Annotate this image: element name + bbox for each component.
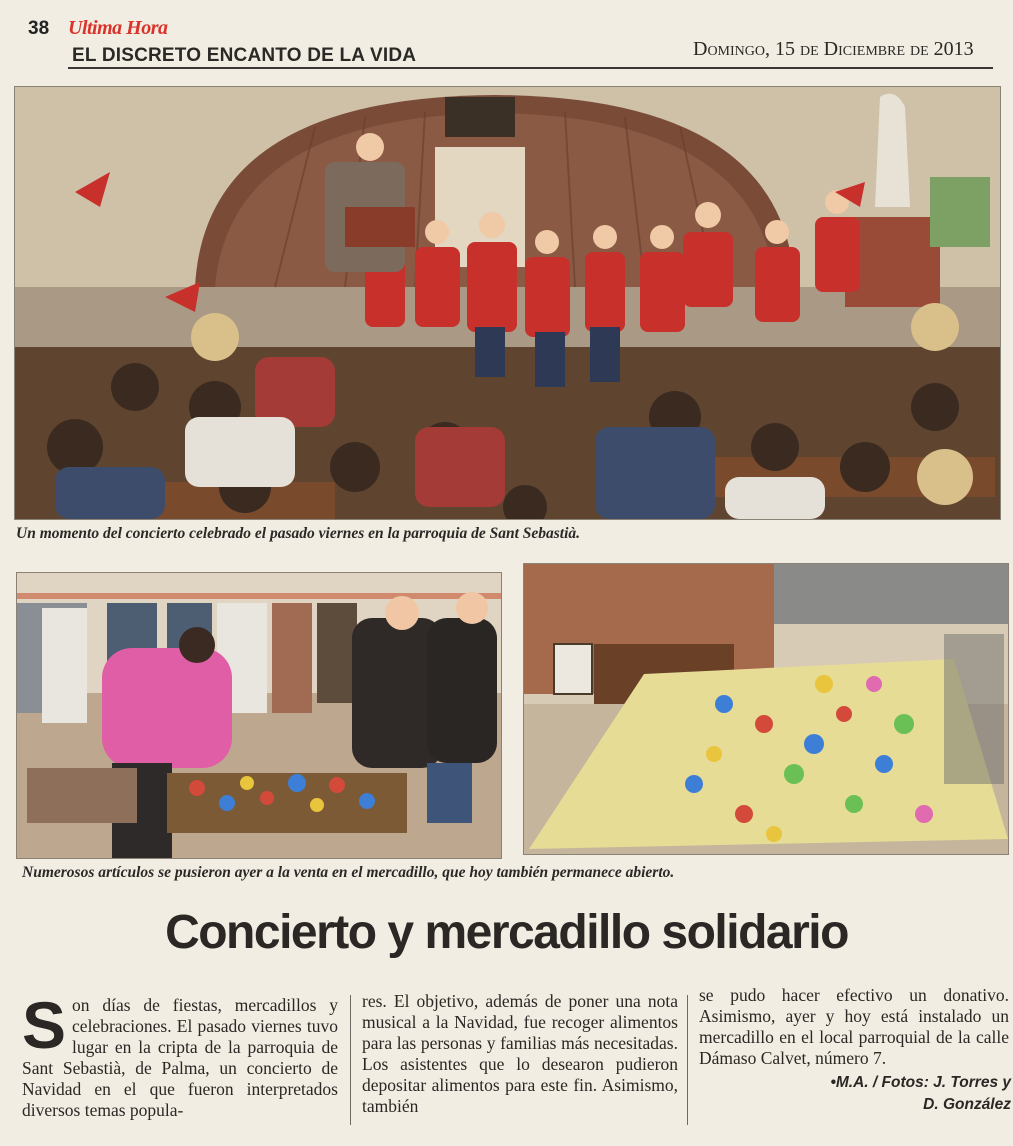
column-rule-1	[350, 995, 351, 1125]
article-column-1-text: on días de fiestas, mercadillos y celebraciones. El pasado viernes tuvo lugar en la cripta de la parroquia de Sant Sebastià, de Palma, un concierto de Navidad en el que fueron interpretados diversos temas popula-	[22, 995, 338, 1120]
credit-line-2: D. González	[923, 1096, 1011, 1113]
section-tag	[68, 17, 168, 40]
drop-cap: S	[22, 988, 67, 1062]
dateline: Domingo, 15 de Diciembre de 2013	[693, 38, 974, 60]
photo-credit	[699, 1072, 1011, 1116]
article-column-3: se pudo hacer efectivo un donativo. Asimismo, ayer y hoy está instalado un mercadillo en el local parroquial de la calle Dámaso Calvet, número 7.	[699, 985, 1009, 1068]
column-rule-2	[687, 995, 688, 1125]
concert-photo	[14, 86, 1001, 520]
market-caption: Numerosos artículos se pusieron ayer a la venta en el mercadillo, que hoy también permanece abierto.	[22, 864, 675, 881]
concert-caption: Un momento del concierto celebrado el pasado viernes en la parroquia de Sant Sebastià.	[16, 525, 581, 542]
article-headline: Concierto y mercadillo solidario	[165, 906, 848, 959]
market-clothes-photo	[16, 572, 502, 859]
header-rule	[68, 67, 993, 69]
credit-line-1: •M.A. / Fotos: J. Torres y	[830, 1074, 1011, 1091]
market-toys-photo	[523, 563, 1009, 855]
section-subtitle: EL DISCRETO ENCANTO DE LA VIDA	[72, 45, 417, 66]
page-number: 38	[28, 18, 50, 39]
article-column-1	[22, 988, 338, 1121]
section-tag-label: Ultima Hora	[68, 17, 168, 39]
article-column-2: res. El objetivo, además de poner una nota musical a la Navidad, fue recoger alimentos para las personas y familias más necesitadas. Los asistentes que lo desearon pudieron depositar alimentos para este fin. Asimismo, también	[362, 991, 678, 1116]
